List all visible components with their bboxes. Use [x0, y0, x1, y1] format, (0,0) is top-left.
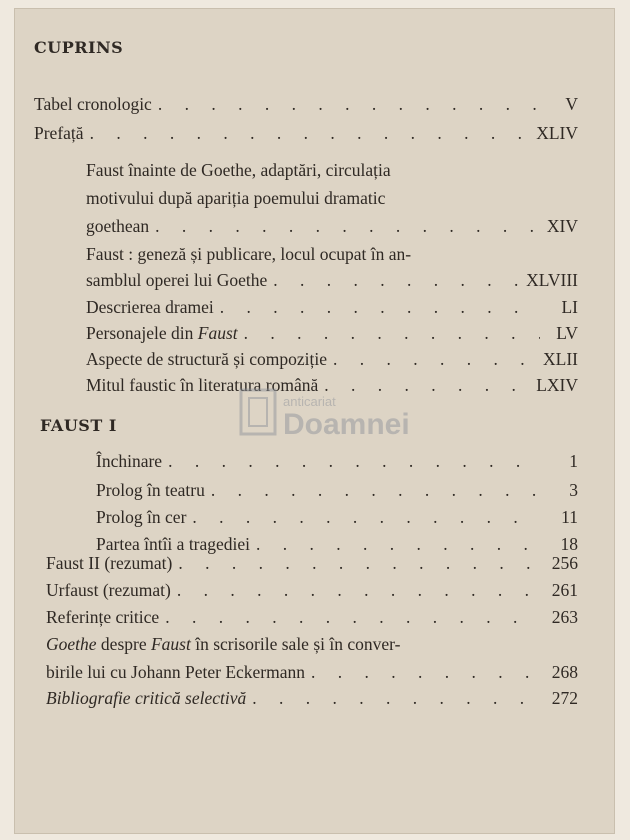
toc-leader	[333, 349, 537, 370]
toc-entry-faust-inainte[interactable]	[86, 216, 578, 237]
toc-leader	[211, 480, 540, 501]
toc-label: Urfaust (rezumat)	[46, 580, 171, 600]
section-heading-faust-i: FAUST I	[40, 416, 117, 435]
toc-label: Închinare	[96, 451, 163, 471]
toc-label: Prolog în cer	[96, 507, 187, 527]
toc-entry-referinte[interactable]	[46, 607, 578, 628]
toc-label: Aspecte de structură și compoziție	[86, 349, 328, 369]
toc-entry-urfaust[interactable]	[46, 580, 578, 601]
toc-leader	[155, 216, 540, 237]
toc-leader	[168, 451, 540, 472]
toc-page-number: 272	[551, 688, 578, 708]
page-title: CUPRINS	[34, 38, 124, 57]
toc-page-number: 261	[551, 580, 578, 600]
toc-label: Faust II (rezumat)	[46, 553, 173, 573]
watermark-brand-text: Doamnei	[283, 408, 410, 441]
toc-label	[86, 323, 238, 344]
toc-label: Referințe critice	[46, 607, 160, 627]
toc-entry-goethe-despre-line1	[46, 634, 400, 655]
toc-page-number: LI	[561, 297, 578, 317]
toc-entry-prefata[interactable]	[34, 123, 578, 144]
toc-page-number: LV	[556, 323, 578, 343]
toc-leader	[324, 375, 530, 396]
toc-page-number: V	[565, 94, 578, 114]
toc-entry-mitul[interactable]	[86, 375, 578, 396]
toc-entry-faust-inainte-line1: Faust înainte de Goethe, adaptări, circulația	[86, 160, 391, 180]
toc-label: samblul operei lui Goethe	[86, 270, 268, 290]
toc-label: Prolog în teatru	[96, 480, 205, 500]
toc-label: Tabel cronologic	[34, 94, 152, 114]
toc-entry-descrierea[interactable]	[86, 297, 578, 318]
toc-entry-faust-geneza-line1: Faust : geneză și publicare, locul ocupat în an-	[86, 244, 412, 264]
toc-leader	[244, 323, 540, 344]
toc-entry-prolog-teatru[interactable]	[96, 480, 578, 501]
toc-entry-bibliografie[interactable]	[46, 688, 578, 709]
toc-entry-tabel[interactable]	[34, 94, 578, 115]
toc-leader	[311, 662, 540, 683]
toc-leader	[90, 123, 531, 144]
toc-entry-faust-ii[interactable]	[46, 553, 578, 574]
toc-leader	[273, 270, 520, 291]
toc-label-text: Personajele din	[86, 323, 194, 343]
toc-page-number: 3	[569, 480, 578, 500]
toc-leader	[177, 580, 540, 601]
toc-page-number: 1	[569, 451, 578, 471]
goethe-italic: Goethe	[46, 634, 97, 654]
toc-entry-aspecte[interactable]	[86, 349, 578, 370]
watermark-small-text: anticariat	[283, 394, 336, 409]
toc-label: goethean	[86, 216, 150, 236]
toc-page-number: 268	[551, 662, 578, 682]
toc-label: Mitul faustic în literatura română	[86, 375, 319, 395]
toc-label: Prefață	[34, 123, 84, 143]
toc-leader	[192, 507, 540, 528]
toc-entry-goethe-despre[interactable]	[46, 662, 578, 683]
toc-page-number: XLII	[543, 349, 578, 369]
toc-label: birile lui cu Johann Peter Eckermann	[46, 662, 306, 682]
goethe-text-rest: în scrisorile sale și în conver-	[190, 634, 401, 654]
toc-entry-inchinare[interactable]	[96, 451, 578, 472]
toc-label: Descrierea dramei	[86, 297, 214, 317]
toc-page-number: LXIV	[536, 375, 578, 395]
toc-entry-faust-inainte-line2: motivului după apariția poemului dramatic	[86, 188, 386, 208]
faust-italic: Faust	[150, 634, 191, 654]
toc-entry-partea-intii[interactable]	[96, 534, 578, 555]
toc-entry-faust-geneza[interactable]	[86, 270, 578, 291]
book-page	[14, 8, 615, 834]
toc-leader	[220, 297, 540, 318]
goethe-text: despre	[96, 634, 151, 654]
toc-page-number: XLIV	[536, 123, 578, 143]
toc-page-number: XLVIII	[526, 270, 578, 290]
toc-page-number: 18	[560, 534, 578, 554]
toc-leader	[256, 534, 540, 555]
toc-label-italic: Faust	[197, 323, 238, 343]
toc-leader	[252, 688, 540, 709]
toc-label: Bibliografie critică selectivă	[46, 688, 247, 708]
toc-page-number: 256	[551, 553, 578, 573]
toc-page-number: XIV	[546, 216, 578, 236]
toc-leader	[158, 94, 540, 115]
toc-leader	[165, 607, 540, 628]
toc-page-number: 11	[561, 507, 578, 527]
toc-page-number: 263	[551, 607, 578, 627]
toc-leader	[178, 553, 540, 574]
toc-entry-prolog-cer[interactable]	[96, 507, 578, 528]
toc-entry-personajele[interactable]	[86, 323, 578, 344]
toc-label: Partea întîi a tragediei	[96, 534, 251, 554]
